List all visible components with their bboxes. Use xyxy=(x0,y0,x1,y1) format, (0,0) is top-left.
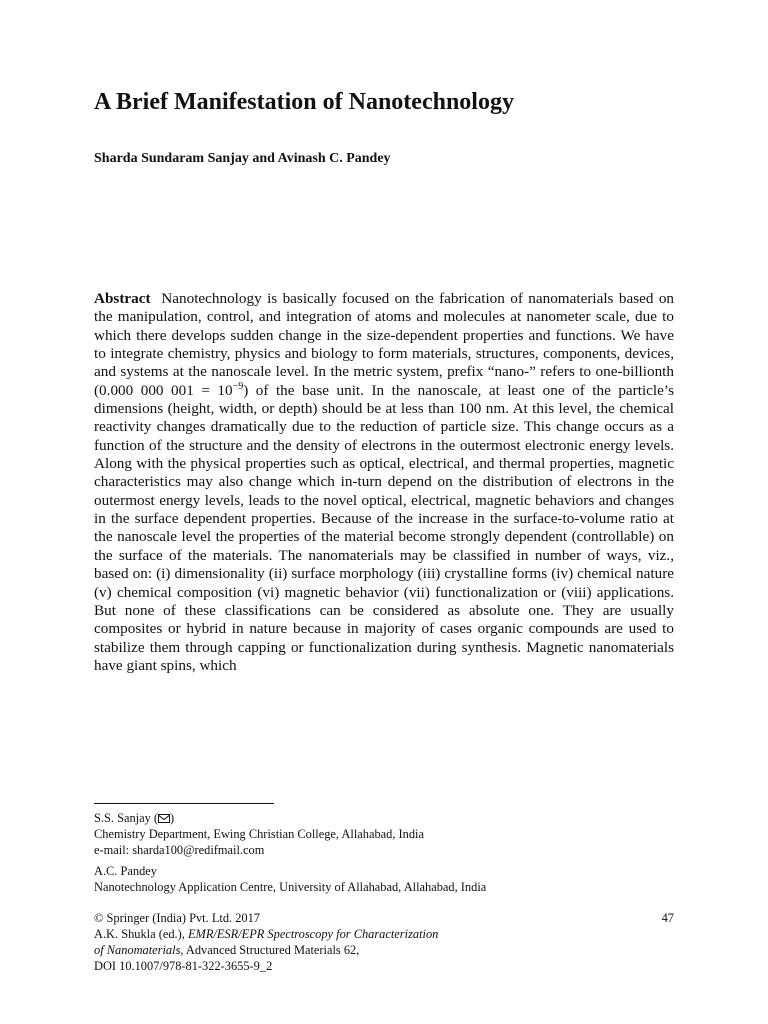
doi[interactable]: DOI 10.1007/978-81-322-3655-9_2 xyxy=(94,959,273,973)
abstract-text-part1: Nanotechnology is basically focused on the fabrication of nanomaterials based on the manipulation, control, and integration of atoms and molecules at nanometer scale, due to which there develops sudden change in the size-dependent properties and functions. We have to integrate chemistry, physics and biology to form materials, structures, components, devices, and systems at the nanoscale level. In the metric system, prefix “nano-” refers to one-billionth (0.000 000 001 = 10 xyxy=(94,290,675,399)
author1-affiliation: Chemistry Department, Ewing Christian College, Allahabad, India xyxy=(94,827,425,841)
author1-email[interactable]: e-mail: sharda100@redifmail.com xyxy=(94,843,265,857)
envelope-icon xyxy=(158,814,170,823)
author2-affiliation: Nanotechnology Application Centre, University of Allahabad, Allahabad, India xyxy=(94,880,487,894)
series-line xyxy=(94,942,674,958)
abstract xyxy=(94,290,674,675)
author1-footnote xyxy=(94,810,674,858)
paper-title: A Brief Manifestation of Nanotechnology xyxy=(94,89,514,115)
page-number: 47 xyxy=(661,911,674,925)
editor: A.K. Shukla (ed.), xyxy=(94,927,188,941)
author1-name-close: ) xyxy=(170,811,175,825)
footnote-rule xyxy=(94,803,274,804)
book-title-line2: of Nanomaterials xyxy=(94,943,181,957)
abstract-exponent: −9 xyxy=(232,380,244,392)
abstract-label: Abstract xyxy=(94,290,151,307)
author2-name: A.C. Pandey xyxy=(94,864,157,878)
abstract-text-part2: ) of the base unit. In the nanoscale, at least one of the particle’s dimensions (height, width, or depth) should be at less than 100 nm. At this level, the chemical reactivity changes dramatically due to the reduction of particle size. This change occurs as a function of the structure and the density of electrons in the outermost electronic energy levels. Along with the physical properties such as optical, electrical, and thermal properties, magnetic characteristics may also change which in-turn depend on the distribution of electrons in the outermost energy levels, leads to the novel optical, electrical, magnetic behaviors and changes in the surface dependent properties. Because of the increase in the surface-to-volume ratio at the nanoscale level the properties of the material become strongly dependent (controllable) on the surface of the materials. The nanomaterials may be classified in number of ways, viz., based on: (i) dimensionality (ii) surface morphology (iii) crystalline forms (iv) chemical nature (v) chemical composition (vi) magnetic behavior (vii) functionalization or (viii) applications. But none of these classifications can be considered as absolute one. They are usually composites or hybrid in nature because in majority of cases organic compounds are used to stabilize them through capping or functionalization during synthesis. Magnetic nanomaterials have giant spins, which xyxy=(94,381,675,674)
editor-line xyxy=(94,926,674,942)
publication-info xyxy=(94,910,674,974)
author1-name-line xyxy=(94,810,674,826)
book-title-line1: EMR/ESR/EPR Spectroscopy for Characterization xyxy=(187,927,439,941)
author1-name: S.S. Sanjay ( xyxy=(94,811,159,825)
author-line: Sharda Sundaram Sanjay and Avinash C. Pandey xyxy=(94,151,391,166)
copyright-line: © Springer (India) Pvt. Ltd. 2017 xyxy=(94,911,260,925)
author2-footnote xyxy=(94,863,674,895)
series: , Advanced Structured Materials 62, xyxy=(180,943,360,957)
